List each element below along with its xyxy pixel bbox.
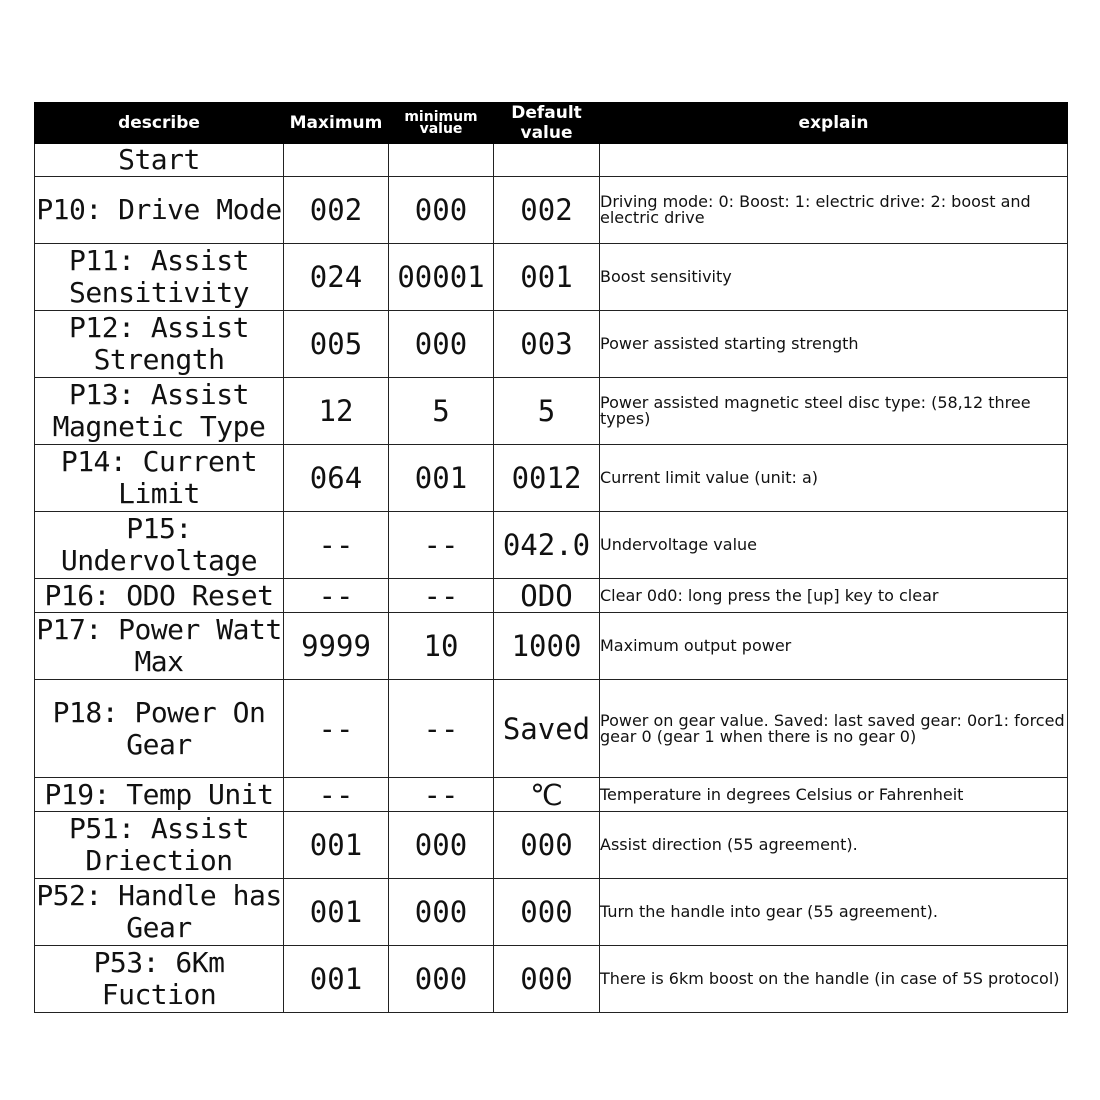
param-explain: Boost sensitivity — [600, 244, 1068, 311]
param-explain: Maximum output power — [600, 613, 1068, 680]
param-maximum: 005 — [284, 311, 389, 378]
param-maximum: 024 — [284, 244, 389, 311]
empty-cell — [494, 144, 600, 177]
param-default: 5 — [494, 378, 600, 445]
param-describe: P18: Power On Gear — [35, 680, 284, 778]
param-default: 0012 — [494, 445, 600, 512]
param-explain: There is 6km boost on the handle (in case of 5S protocol) — [600, 946, 1068, 1013]
param-minimum: 000 — [389, 879, 494, 946]
param-describe: P12: Assist Strength — [35, 311, 284, 378]
table-row — [35, 680, 1068, 778]
param-maximum: -- — [284, 778, 389, 812]
param-minimum: 000 — [389, 946, 494, 1013]
param-describe: P15: Undervoltage — [35, 512, 284, 579]
param-maximum: 001 — [284, 946, 389, 1013]
table-row — [35, 778, 1068, 812]
param-explain: Undervoltage value — [600, 512, 1068, 579]
param-minimum: -- — [389, 680, 494, 778]
param-default: 000 — [494, 946, 600, 1013]
param-default: 000 — [494, 879, 600, 946]
header-row — [35, 103, 1068, 144]
param-minimum: 000 — [389, 177, 494, 244]
param-minimum: 000 — [389, 812, 494, 879]
param-default: 042.0 — [494, 512, 600, 579]
param-minimum: 001 — [389, 445, 494, 512]
empty-cell — [389, 144, 494, 177]
param-minimum: 000 — [389, 311, 494, 378]
table-row — [35, 946, 1068, 1013]
table-row — [35, 177, 1068, 244]
param-explain: Power assisted magnetic steel disc type: (58,12 three types) — [600, 378, 1068, 445]
start-label: Start — [35, 144, 284, 177]
param-explain: Current limit value (unit: a) — [600, 445, 1068, 512]
param-explain: Turn the handle into gear (55 agreement). — [600, 879, 1068, 946]
param-minimum: 10 — [389, 613, 494, 680]
table-row — [35, 378, 1068, 445]
param-explain: Temperature in degrees Celsius or Fahrenheit — [600, 778, 1068, 812]
header-default: Default value — [494, 103, 600, 144]
param-describe: P52: Handle has Gear — [36, 879, 282, 944]
param-default: Saved — [494, 680, 600, 778]
param-maximum: 9999 — [284, 613, 389, 680]
param-default: 000 — [494, 812, 600, 879]
param-minimum: -- — [389, 778, 494, 812]
param-maximum: 064 — [284, 445, 389, 512]
param-explain: Power on gear value. Saved: last saved gear: 0or1: forced gear 0 (gear 1 when there is no gear 0) — [600, 680, 1068, 778]
header-describe: describe — [35, 103, 284, 144]
param-minimum: -- — [389, 512, 494, 579]
param-default: ODO — [494, 579, 600, 613]
param-maximum: -- — [284, 680, 389, 778]
param-describe: P51: Assist Driection — [35, 812, 284, 879]
param-default: ℃ — [494, 778, 600, 812]
param-describe: P11: Assist Sensitivity — [35, 244, 284, 311]
param-describe: P10: Drive Mode — [35, 177, 284, 244]
table-row — [35, 311, 1068, 378]
param-default: 002 — [494, 177, 600, 244]
param-maximum: 002 — [284, 177, 389, 244]
param-explain: Assist direction (55 agreement). — [600, 812, 1068, 879]
table-row — [35, 445, 1068, 512]
param-describe: P19: Temp Unit — [35, 778, 284, 812]
param-explain: Clear 0d0: long press the [up] key to clear — [600, 579, 1068, 613]
param-describe: P14: Current Limit — [35, 445, 284, 512]
table-row — [35, 812, 1068, 879]
param-minimum: -- — [389, 579, 494, 613]
table-row — [35, 244, 1068, 311]
param-maximum: 001 — [284, 812, 389, 879]
param-explain: Power assisted starting strength — [600, 311, 1068, 378]
param-describe: P53: 6Km Fuction — [35, 946, 284, 1013]
param-minimum: 00001 — [389, 244, 494, 311]
param-maximum: -- — [284, 512, 389, 579]
header-minimum: minimum value — [389, 103, 494, 144]
header-maximum: Maximum — [284, 103, 389, 144]
table-row — [35, 613, 1068, 680]
param-maximum: 12 — [284, 378, 389, 445]
table-row — [35, 512, 1068, 579]
start-row — [35, 144, 1068, 177]
table-row — [35, 879, 1068, 946]
empty-cell — [600, 144, 1068, 177]
param-explain: Driving mode: 0: Boost: 1: electric drive: 2: boost and electric drive — [600, 177, 1068, 244]
parameter-table — [34, 102, 1068, 1013]
param-describe: P16: ODO Reset — [35, 579, 284, 613]
param-describe: P13: Assist Magnetic Type — [35, 378, 284, 445]
empty-cell — [284, 144, 389, 177]
param-default: 003 — [494, 311, 600, 378]
param-default: 001 — [494, 244, 600, 311]
param-maximum: 001 — [284, 879, 389, 946]
param-default: 1000 — [494, 613, 600, 680]
param-describe: P17: Power Watt Max — [36, 613, 282, 678]
table-row — [35, 579, 1068, 613]
param-maximum: -- — [284, 579, 389, 613]
param-minimum: 5 — [389, 378, 494, 445]
header-explain: explain — [600, 103, 1068, 144]
